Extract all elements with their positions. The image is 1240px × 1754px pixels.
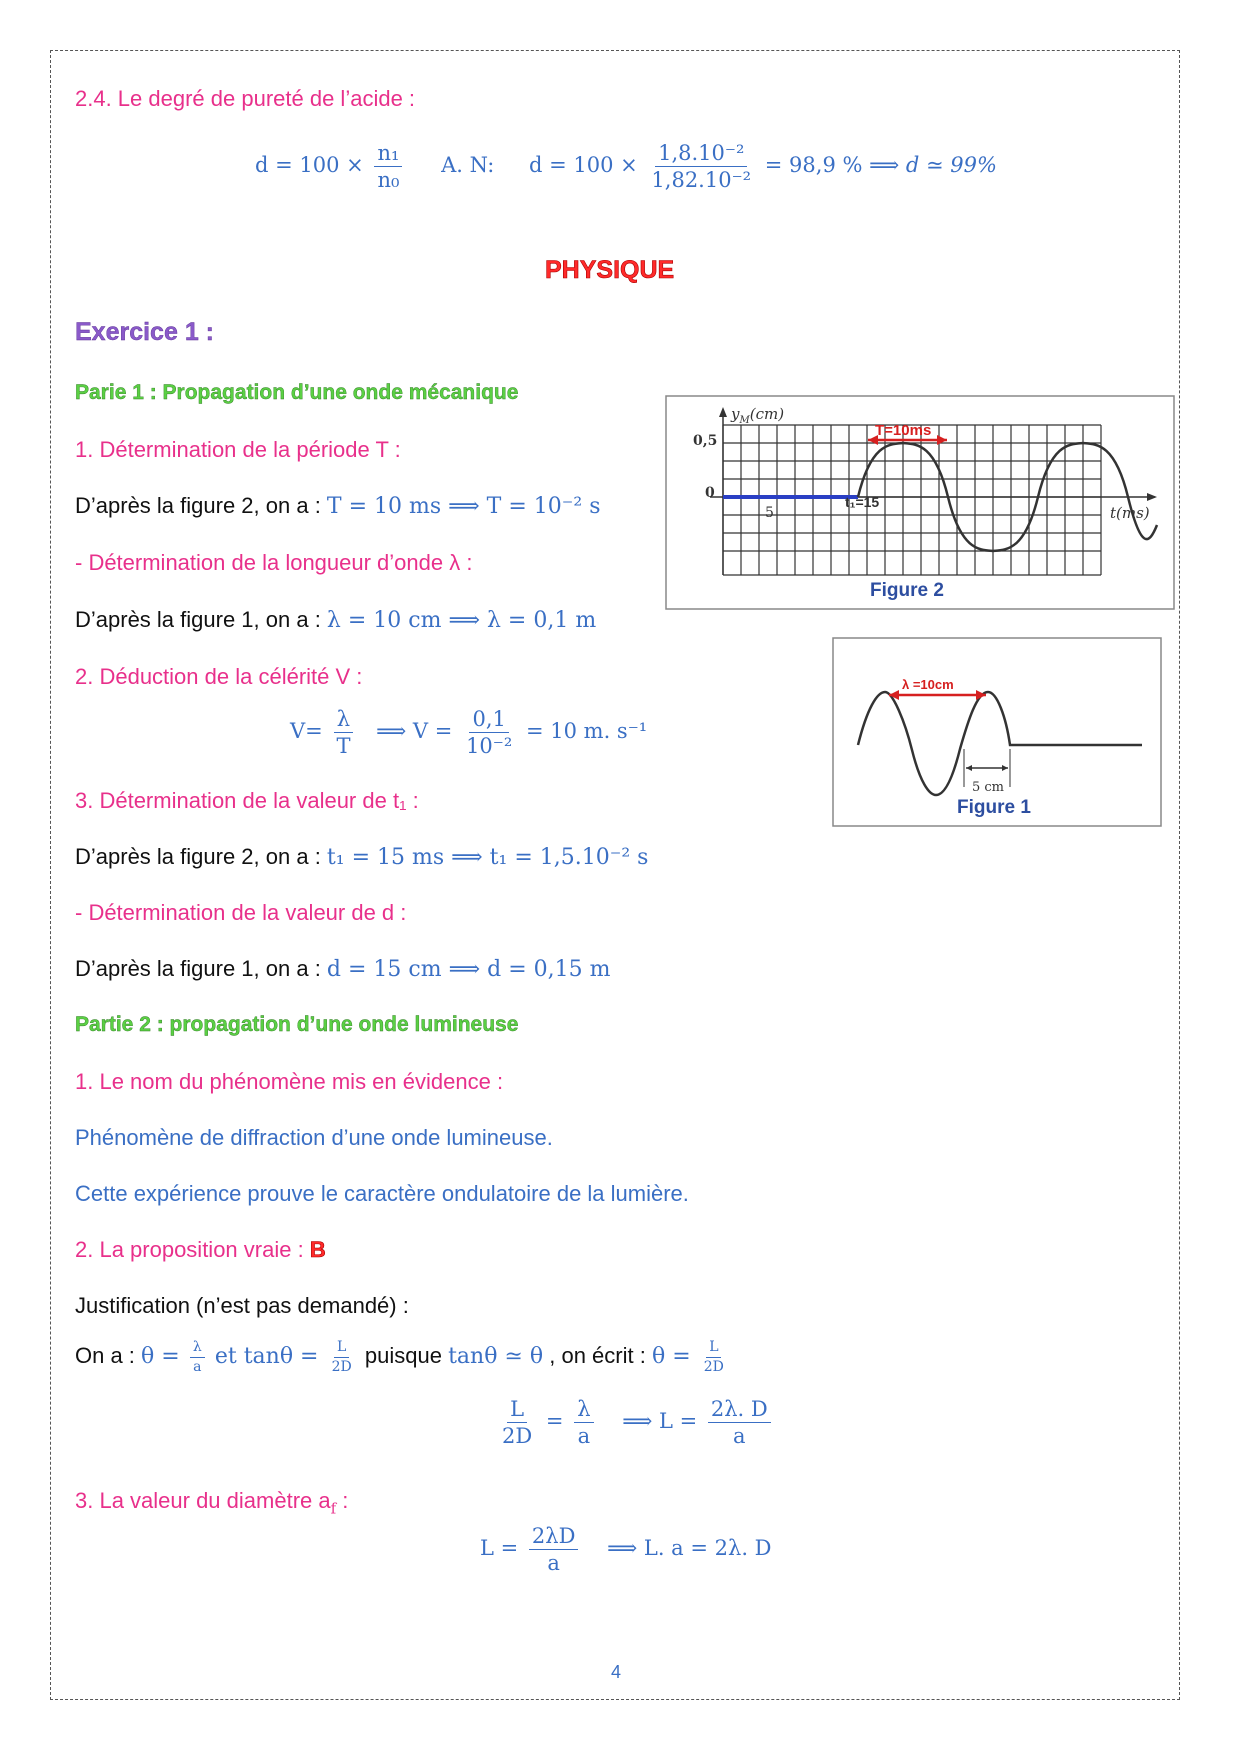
chem-heading: 2.4. Le degré de pureté de l’acide : [75,86,416,111]
q1b-text: D’après la figure 1, on a : [75,607,327,632]
formula-result: d ≃ 99% [905,153,997,178]
on-a: On a : [75,1343,142,1368]
f3-num: L [706,1340,721,1358]
et-tan: et tanθ = [214,1344,319,1369]
q3-line [75,844,648,870]
justification-line [75,1340,731,1374]
jf-num1: L [507,1398,527,1423]
q3-heading-sub: f [330,1499,337,1518]
part2-title: Partie 2 : propagation d’une onde lumineuse [75,1013,519,1036]
df-rhs: ⟹ L. a = 2λ. D [607,1536,772,1561]
tan-approx: tanθ ≃ θ [448,1344,544,1369]
q3-heading-text: 3. La valeur du diamètre a [75,1488,331,1513]
purity-formula [255,142,997,191]
fig1-caption: Figure 1 [957,797,1031,818]
q1b-math: λ = 10 cm ⟹ λ = 0,1 m [326,608,597,633]
q1-text: D’après la figure 2, on a : [75,493,327,518]
fig2-y-name: y [731,405,740,423]
q3b-text: D’après la figure 1, on a : [75,956,327,981]
puisque: puisque [364,1343,449,1368]
fig1-lambda-label: λ =10cm [902,677,954,692]
exercise-title: Exercice 1 : [75,318,214,346]
frac-num: n₁ [374,142,402,167]
fig2-y-label [730,405,784,426]
jf-den1: 2D [502,1424,533,1449]
frac-num2: 1,8.10⁻² [655,142,747,167]
page-number: 4 [611,1662,622,1682]
fig1-d-label: 5 cm [972,780,1005,795]
v-num2: 0,1 [469,708,508,733]
frac-den: n₀ [377,168,400,193]
fig2-x-label: t(ms) [1110,504,1150,522]
p2-q1-heading: 1. Le nom du phénomène mis en évidence : [75,1069,504,1094]
p2-q1-line2: Cette expérience prouve le caractère ondulatoire de la lumière. [75,1181,689,1206]
p2-q2-line [75,1237,326,1263]
p2-q3-heading [75,1488,348,1517]
q1b-heading: - Détermination de la longueur d’onde λ : [75,550,473,575]
p2-q2-heading: 2. La proposition vraie : [75,1237,310,1262]
p2-q2-answer: B [309,1237,326,1262]
q3-text: D’après la figure 2, on a : [75,844,327,869]
f2-num: L [334,1340,349,1358]
q3b-heading: - Détermination de la valeur de d : [75,900,407,925]
f1-den: a [193,1358,202,1375]
fig2-x-tick: 5 [765,505,774,521]
theta-eq: θ = [141,1344,180,1369]
physique-title: PHYSIQUE [545,256,675,284]
q1-heading: 1. Détermination de la période T : [75,437,401,462]
q3-heading-colon: : [336,1488,349,1513]
q1-line [75,493,600,519]
figure-1 [832,637,1162,827]
fig2-period-label: T=10ms [875,422,932,439]
an-label: A. N: [441,153,495,178]
fig2-y-unit: (cm) [749,405,785,423]
theta-eq2: θ = [651,1344,691,1369]
fig2-y-tick: 0,5 [693,433,718,449]
fig2-t1-label: t₁=15 [845,494,880,510]
justification-label: Justification (n’est pas demandé) : [75,1293,409,1318]
f2-den: 2D [331,1358,352,1375]
p2-q1-line1: Phénomène de diffraction d’une onde lumineuse. [75,1125,553,1150]
v-lhs: V= [290,719,323,744]
q3-math: t₁ = 15 ms ⟹ t₁ = 1,5.10⁻² s [326,845,649,870]
jf-eq: = [545,1409,564,1434]
q1b-line [75,607,596,633]
fig2-caption: Figure 2 [870,580,944,601]
celerity-formula [290,708,647,757]
on-ecrit: , on écrit : [549,1343,652,1368]
justification-formula [495,1398,775,1447]
formula-lhs2: d = 100 × [528,153,638,178]
q3-heading: 3. Détermination de la valeur de t₁ : [75,788,419,813]
q3b-math: d = 15 cm ⟹ d = 0,15 m [326,957,611,982]
fig2-zero: 0 [705,485,715,501]
jf-den3: a [733,1424,746,1449]
jf-num2: λ [574,1398,593,1423]
fig2-y-sub: M [739,415,750,426]
df-lhs: L = [480,1536,519,1561]
q1-math: T = 10 ms ⟹ T = 10⁻² s [326,494,601,519]
v-mid: ⟹ V = [376,719,453,744]
jf-num3: 2λ. D [708,1398,771,1423]
v-den2: 10⁻² [466,734,513,759]
v-rhs: = 10 m. s⁻¹ [525,719,648,744]
f3-den: 2D [703,1358,724,1375]
df-num: 2λD [529,1525,579,1550]
formula-rhs2: = 98,9 % ⟹ [764,153,900,178]
diameter-formula [480,1525,772,1574]
v-den: T [336,734,351,759]
q3b-line [75,956,610,982]
df-den: a [547,1551,560,1576]
v-num: λ [334,708,353,733]
jf-mid: ⟹ L = [622,1409,698,1434]
q2-heading: 2. Déduction de la célérité V : [75,664,363,689]
page-frame [50,50,1180,1700]
part1-title: Parie 1 : Propagation d’une onde mécanique [75,381,519,404]
f1-num: λ [190,1340,205,1358]
figure-2 [665,395,1175,610]
formula-lhs: d = 100 × [255,153,364,178]
jf-den2: a [577,1424,591,1449]
frac-den2: 1,82.10⁻² [651,168,752,193]
